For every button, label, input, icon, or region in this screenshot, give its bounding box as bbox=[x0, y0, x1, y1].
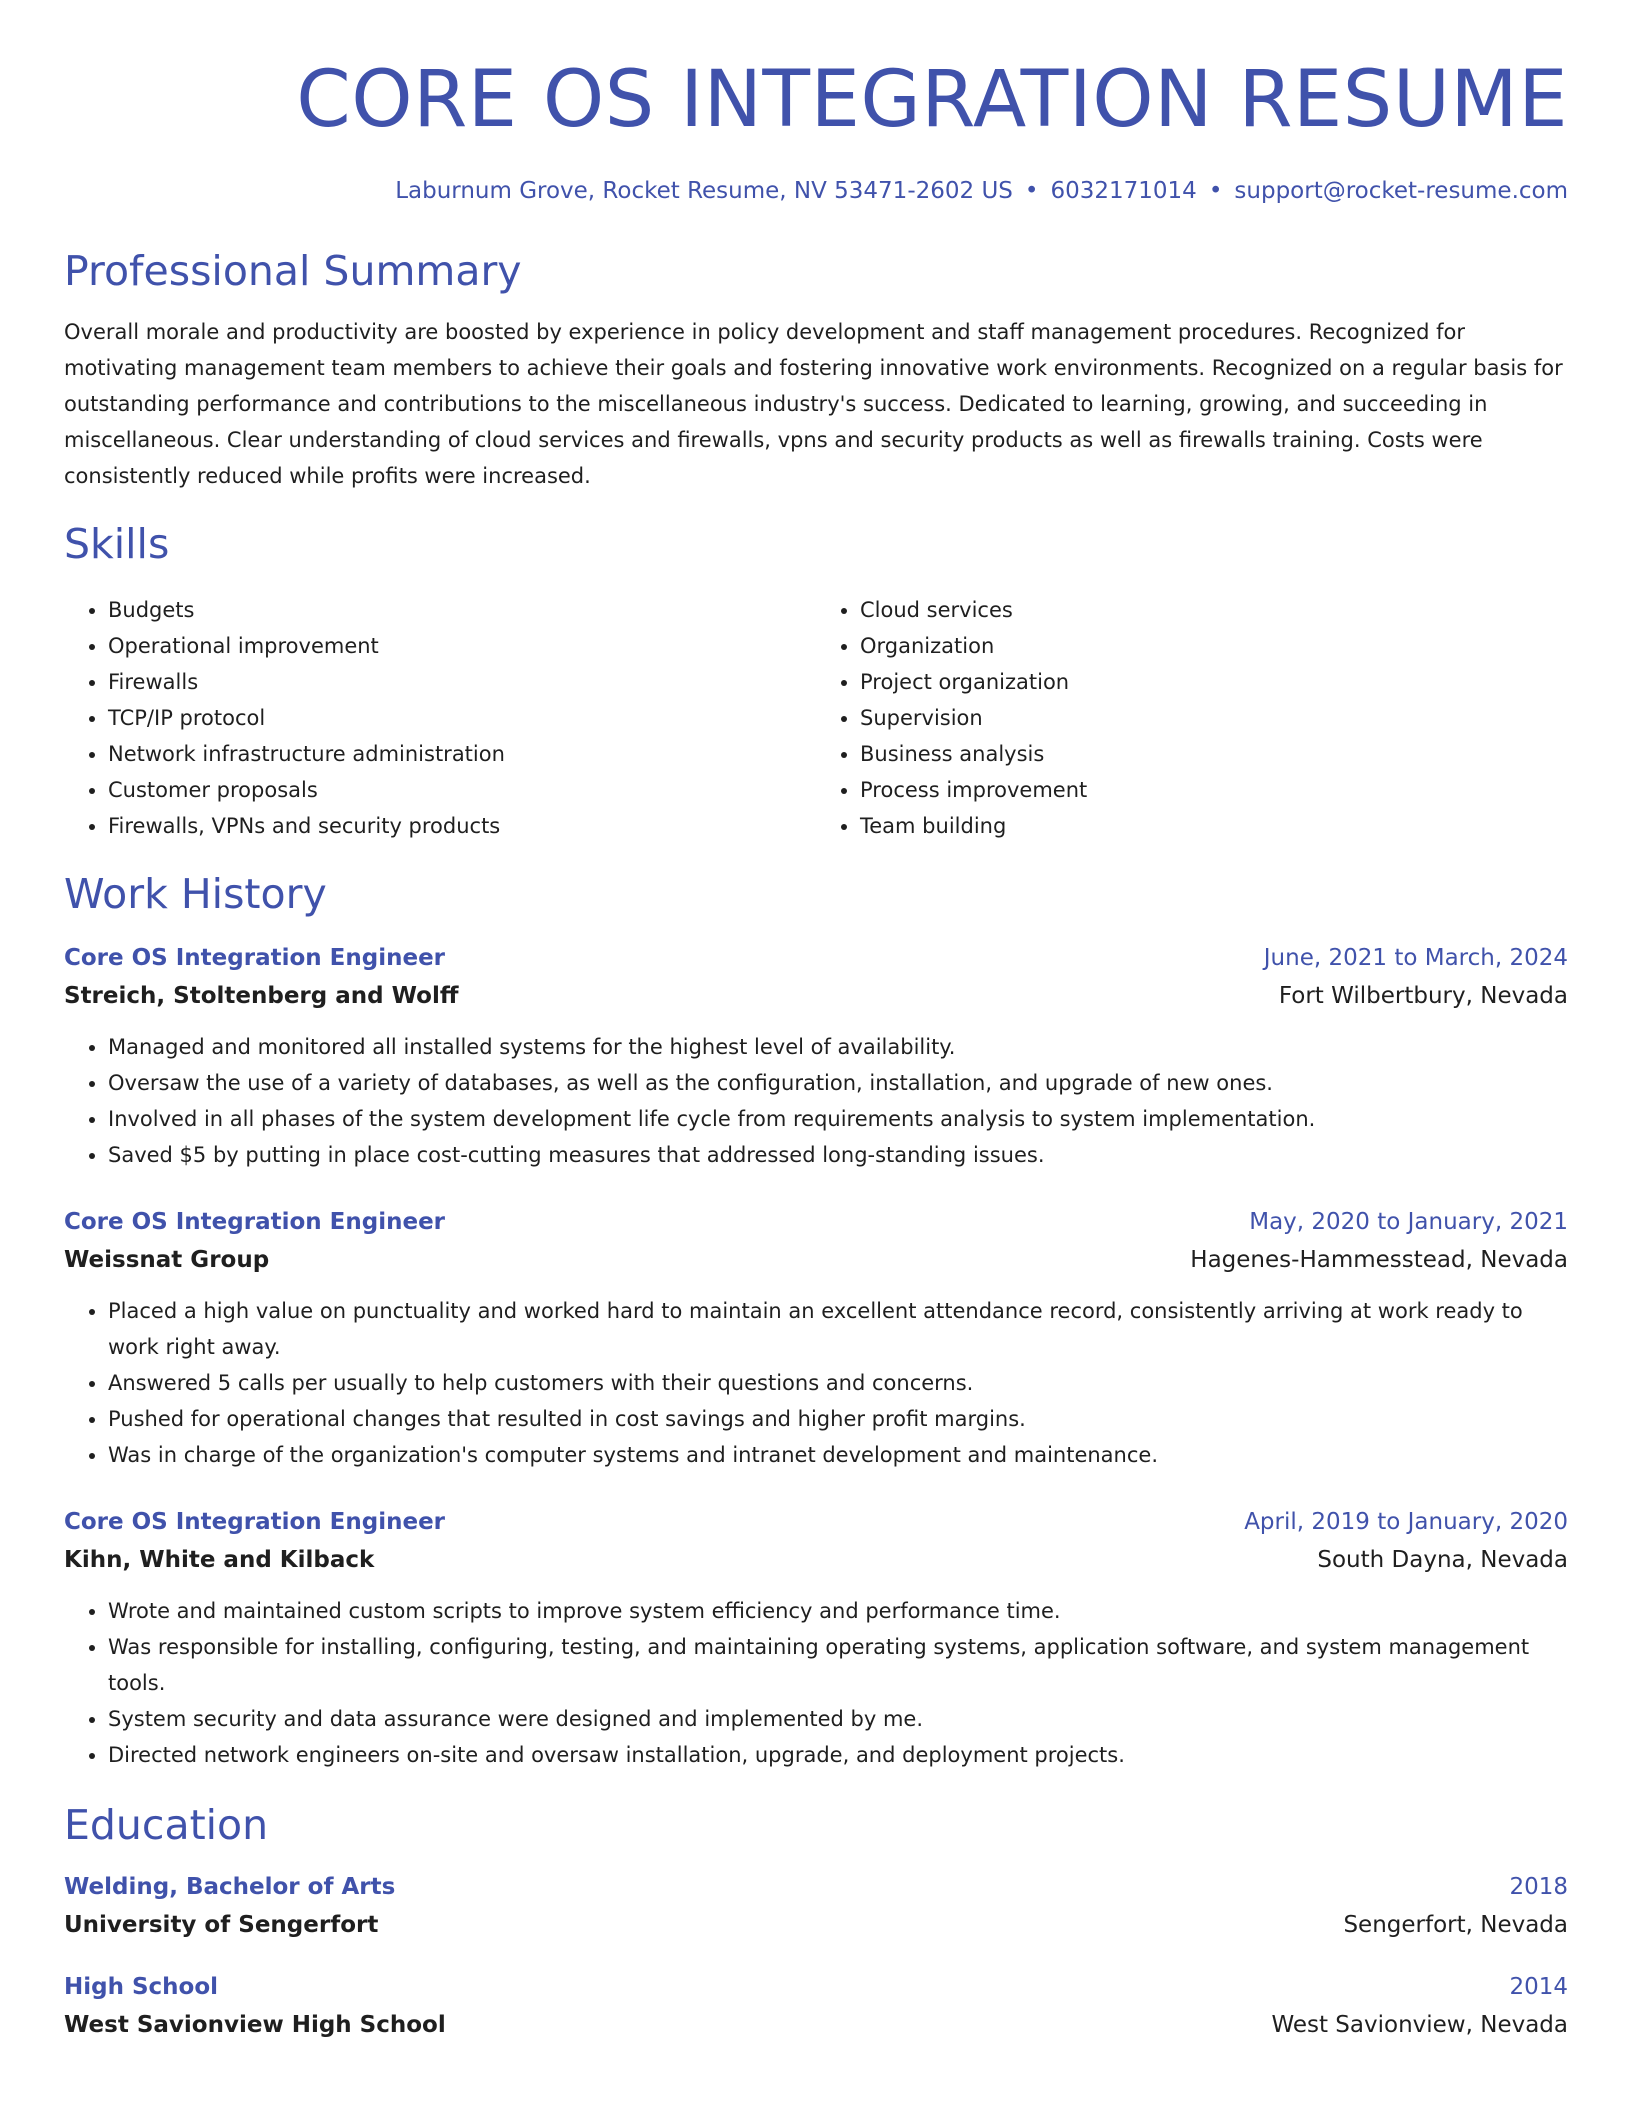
job-bullet: • Wrote and maintained custom scripts to improve system efficiency and performance time. bbox=[108, 1593, 1568, 1629]
job-bullet: • Pushed for operational changes that resulted in cost savings and higher profit margins. bbox=[108, 1401, 1568, 1437]
job-role: Core OS Integration Engineer bbox=[64, 944, 446, 971]
job-bullet: • Answered 5 calls per usually to help customers with their questions and concerns. bbox=[108, 1365, 1568, 1401]
skill-item: • Firewalls bbox=[108, 664, 816, 700]
contact-phone[interactable]: 6032171014 bbox=[1050, 177, 1197, 204]
skill-item: • Supervision bbox=[860, 700, 1568, 736]
skill-item: • TCP/IP protocol bbox=[108, 700, 816, 736]
contact-separator: • bbox=[1208, 177, 1223, 204]
skill-item: • Operational improvement bbox=[108, 628, 816, 664]
job-header-row bbox=[64, 939, 1568, 977]
job-dates: June, 2021 to March, 2024 bbox=[1263, 944, 1568, 971]
education-header-row bbox=[64, 1868, 1568, 1906]
job-header-row bbox=[64, 1503, 1568, 1541]
job-location: South Dayna, Nevada bbox=[1317, 1546, 1568, 1573]
job-bullets bbox=[64, 1593, 1568, 1773]
job-bullet: • Was responsible for installing, configuring, testing, and maintaining operating systems, application software, and system management tools. bbox=[108, 1629, 1568, 1701]
job-bullets bbox=[64, 1029, 1568, 1173]
job-bullet: • Was in charge of the organization's computer systems and intranet development and maintenance. bbox=[108, 1437, 1568, 1473]
skill-item: • Business analysis bbox=[860, 736, 1568, 772]
job-dates: April, 2019 to January, 2020 bbox=[1244, 1508, 1568, 1535]
education-location: West Savionview, Nevada bbox=[1271, 2011, 1568, 2038]
job-entry bbox=[64, 939, 1568, 1173]
job-company-row bbox=[64, 1541, 1568, 1579]
education-school-row bbox=[64, 2006, 1568, 2044]
contact-separator: • bbox=[1024, 177, 1039, 204]
education-header-row bbox=[64, 1968, 1568, 2006]
summary-text: Overall morale and productivity are boosted by experience in policy development and staff management procedures. Recognized for motivating management team members to achieve their goals and fostering innovative work environments. Recognized on a regular basis for outstanding performance and contributions to the miscellaneous industry's success. Dedicated to learning, growing, and succeeding in miscellaneous. Clear understanding of cloud services and firewalls, vpns and security products as well as firewalls training. Costs were consistently reduced while profits were increased. bbox=[64, 320, 1563, 489]
contact-email[interactable]: support@rocket-resume.com bbox=[1234, 177, 1568, 204]
job-company: Kihn, White and Kilback bbox=[64, 1546, 375, 1573]
job-role: Core OS Integration Engineer bbox=[64, 1508, 446, 1535]
education-degree: Welding, Bachelor of Arts bbox=[64, 1873, 396, 1900]
job-role: Core OS Integration Engineer bbox=[64, 1208, 446, 1235]
job-dates: May, 2020 to January, 2021 bbox=[1249, 1208, 1568, 1235]
job-company-row bbox=[64, 1241, 1568, 1279]
summary-section bbox=[64, 247, 1568, 494]
job-bullet: • Saved $5 by putting in place cost-cutting measures that addressed long-standing issues. bbox=[108, 1137, 1568, 1173]
job-entry bbox=[64, 1203, 1568, 1473]
education-year: 2014 bbox=[1509, 1973, 1568, 2000]
skills-columns bbox=[64, 592, 1568, 844]
skill-item: • Team building bbox=[860, 808, 1568, 844]
job-company-row bbox=[64, 977, 1568, 1015]
education-heading: Education bbox=[64, 1800, 269, 1849]
resume-title: CORE OS INTEGRATION RESUME bbox=[296, 55, 1568, 145]
skill-item: • Budgets bbox=[108, 592, 816, 628]
skill-item: • Customer proposals bbox=[108, 772, 816, 808]
job-bullet: • Placed a high value on punctuality and worked hard to maintain an excellent attendance record, consistently arriving at work ready to work right away. bbox=[108, 1293, 1568, 1365]
job-location: Fort Wilbertbury, Nevada bbox=[1278, 982, 1568, 1009]
job-bullets bbox=[64, 1293, 1568, 1473]
education-degree: High School bbox=[64, 1973, 219, 2000]
job-company: Weissnat Group bbox=[64, 1246, 270, 1273]
education-school: University of Sengerfort bbox=[64, 1911, 379, 1938]
job-bullet: • Directed network engineers on-site and oversaw installation, upgrade, and deployment projects. bbox=[108, 1737, 1568, 1773]
education-school-row bbox=[64, 1906, 1568, 1944]
work-history-section bbox=[64, 870, 1568, 1773]
skill-item: • Cloud services bbox=[860, 592, 1568, 628]
skill-item: • Network infrastructure administration bbox=[108, 736, 816, 772]
job-header-row bbox=[64, 1203, 1568, 1241]
education-entry bbox=[64, 1968, 1568, 2044]
contact-address: Laburnum Grove, Rocket Resume, NV 53471-2602 US bbox=[395, 177, 1013, 204]
education-location: Sengerfort, Nevada bbox=[1343, 1911, 1568, 1938]
skills-section bbox=[64, 520, 1568, 843]
skills-list-right bbox=[816, 592, 1568, 844]
job-company: Streich, Stoltenberg and Wolff bbox=[64, 982, 459, 1009]
job-bullet: • System security and data assurance were designed and implemented by me. bbox=[108, 1701, 1568, 1737]
job-bullet: • Oversaw the use of a variety of databases, as well as the configuration, installation, and upgrade of new ones. bbox=[108, 1065, 1568, 1101]
job-bullet: • Managed and monitored all installed systems for the highest level of availability. bbox=[108, 1029, 1568, 1065]
job-location: Hagenes-Hammesstead, Nevada bbox=[1190, 1246, 1568, 1273]
skills-list-left bbox=[64, 592, 816, 844]
skill-item: • Firewalls, VPNs and security products bbox=[108, 808, 816, 844]
contact-line bbox=[64, 178, 1568, 206]
education-entry bbox=[64, 1868, 1568, 1944]
resume-header bbox=[64, 54, 1568, 205]
education-section bbox=[64, 1801, 1568, 2044]
work-history-heading: Work History bbox=[64, 869, 327, 918]
education-school: West Savionview High School bbox=[64, 2011, 446, 2038]
education-year: 2018 bbox=[1509, 1873, 1568, 1900]
job-entry bbox=[64, 1503, 1568, 1773]
skills-heading: Skills bbox=[64, 520, 170, 569]
job-bullet: • Involved in all phases of the system development life cycle from requirements analysis to system implementation. bbox=[108, 1101, 1568, 1137]
summary-heading: Professional Summary bbox=[64, 247, 522, 296]
skill-item: • Process improvement bbox=[860, 772, 1568, 808]
skill-item: • Project organization bbox=[860, 664, 1568, 700]
skill-item: • Organization bbox=[860, 628, 1568, 664]
